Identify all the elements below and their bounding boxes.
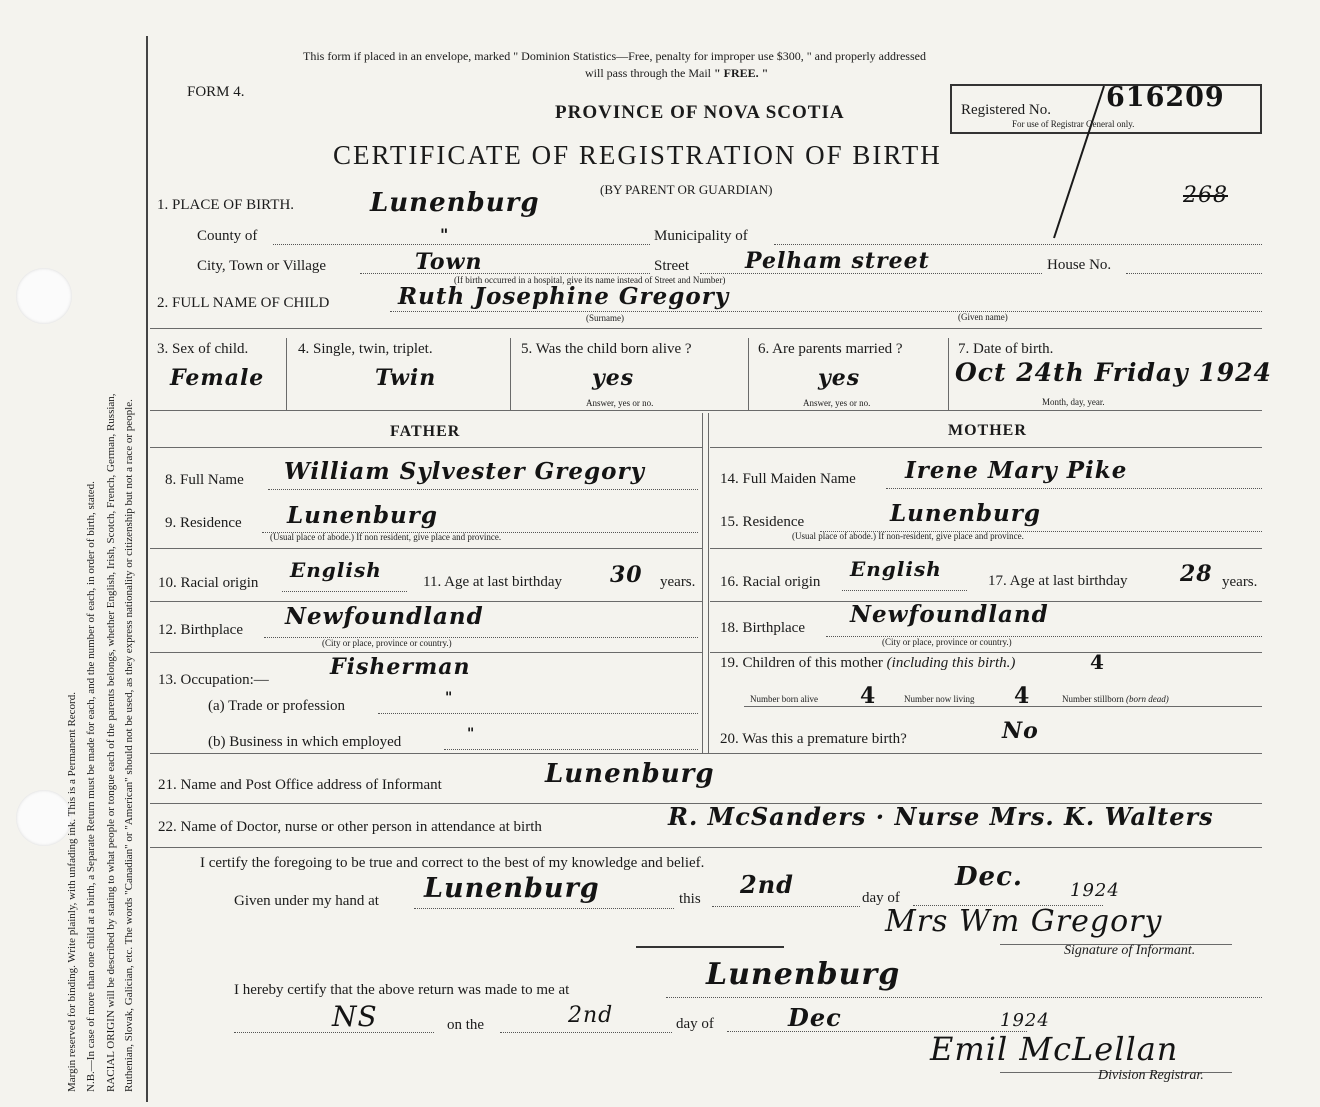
registrar-on-label: on the xyxy=(447,1017,485,1033)
date-of-birth-note: Month, day, year. xyxy=(1042,397,1105,407)
registrar-day-line xyxy=(500,1032,672,1033)
date-of-birth-label: 7. Date of birth. xyxy=(958,341,1054,357)
child-name-line xyxy=(390,311,1262,312)
father-years-label: years. xyxy=(660,574,696,590)
section-rule xyxy=(150,753,1262,754)
signature-line xyxy=(636,946,784,948)
stillborn-note: (born dead) xyxy=(1126,694,1169,704)
given-place-value: Lunenburg xyxy=(424,873,600,904)
registrar-signature: Emil McLellan xyxy=(930,1030,1179,1068)
single-twin-value: Twin xyxy=(375,365,437,391)
single-twin-label: 4. Single, twin, triplet. xyxy=(298,341,433,357)
registrar-prefix: NS xyxy=(332,1000,378,1033)
certify-day-value: 2nd xyxy=(740,870,794,899)
hospital-note: (If birth occurred in a hospital, give its name instead of Street and Number) xyxy=(454,275,726,285)
sex-value: Female xyxy=(170,365,265,391)
now-living-value: 4 xyxy=(1014,683,1031,709)
business-line xyxy=(444,749,698,750)
informant-label: 21. Name and Post Office address of Informant xyxy=(158,777,442,793)
certify-statement: I certify the foregoing to be true and correct to the best of my knowledge and belief. xyxy=(200,855,705,871)
registrar-dayof-label: day of xyxy=(676,1016,714,1032)
mail-notice-2 xyxy=(585,66,768,81)
row-rule xyxy=(150,447,702,448)
mother-age-label: 17. Age at last birthday xyxy=(988,573,1128,589)
stillborn-label xyxy=(1062,694,1169,704)
mother-race-value: English xyxy=(850,557,942,581)
certificate-subtitle: (BY PARENT OR GUARDIAN) xyxy=(600,182,773,197)
mother-birthplace-value: Newfoundland xyxy=(850,601,1049,628)
children-label-text: 19. Children of this mother xyxy=(720,655,883,671)
this-label: this xyxy=(679,891,701,907)
day-line xyxy=(712,906,860,907)
business-label: (b) Business in which employed xyxy=(208,734,402,750)
corner-number: 268 xyxy=(1183,183,1228,208)
street-value: Pelham street xyxy=(745,248,930,274)
trade-line xyxy=(378,713,698,714)
county-value: " xyxy=(440,225,450,244)
answer-note: Answer, yes or no. xyxy=(586,398,654,408)
trade-value: " xyxy=(445,690,454,706)
mother-residence-value: Lunenburg xyxy=(890,500,1041,527)
place-of-birth-value: Lunenburg xyxy=(370,188,540,218)
place-of-birth-label: 1. PLACE OF BIRTH. xyxy=(157,197,295,213)
city-line xyxy=(360,273,650,274)
house-line xyxy=(1126,273,1262,274)
registered-number: 616209 xyxy=(1106,82,1225,113)
father-residence-note: (Usual place of abode.) If non resident, give place and province. xyxy=(270,532,502,542)
trade-label: (a) Trade or profession xyxy=(208,698,346,714)
answer-note: Answer, yes or no. xyxy=(803,398,871,408)
section-rule xyxy=(150,410,1262,411)
mother-age-value: 28 xyxy=(1180,561,1213,587)
doctor-label: 22. Name of Doctor, nurse or other person in attendance at birth xyxy=(158,819,542,835)
margin-note: RACIAL ORIGIN will be described by stating to what people or tongue each of the parents belongs, whether English, Irish, Scotch, French, German, Russian, xyxy=(105,393,117,1092)
row-rule xyxy=(744,706,1262,707)
city-label: City, Town or Village xyxy=(197,258,327,274)
certify-month-value: Dec. xyxy=(955,862,1023,892)
now-living-label: Number now living xyxy=(904,694,975,704)
form-number: FORM 4. xyxy=(187,84,245,100)
registrar-day-value: 2nd xyxy=(568,1003,614,1028)
mother-race-label: 16. Racial origin xyxy=(720,574,821,590)
father-birthplace-label: 12. Birthplace xyxy=(158,622,243,638)
registered-label: Registered No. xyxy=(961,102,1051,118)
father-name-line xyxy=(268,489,698,490)
born-alive-value: yes xyxy=(592,365,635,391)
occupation-label: 13. Occupation:— xyxy=(158,672,269,688)
given-place-line xyxy=(414,908,674,909)
registrar-year-value: 1924 xyxy=(1000,1010,1050,1031)
mother-birthplace-note: (City or place, province or country.) xyxy=(882,637,1012,647)
children-label xyxy=(720,655,1015,672)
section-rule xyxy=(150,328,1262,329)
binding-hole xyxy=(16,268,72,324)
section-rule xyxy=(150,847,1262,848)
children-label-note: (including this birth.) xyxy=(886,655,1016,671)
day-of-label: day of xyxy=(862,890,900,906)
registrar-caption: Division Registrar. xyxy=(1098,1068,1204,1083)
father-residence-label: 9. Residence xyxy=(165,515,242,531)
registrar-statement: I hereby certify that the above return was made to me at xyxy=(234,982,570,998)
margin-note: Margin reserved for binding. Write plainly, with unfading ink. This is a Permanent Record. xyxy=(66,692,78,1092)
row-rule xyxy=(150,652,702,653)
mother-name-value: Irene Mary Pike xyxy=(905,457,1128,484)
father-age-label: 11. Age at last birthday xyxy=(423,574,562,590)
column-divider xyxy=(702,413,703,753)
sex-label: 3. Sex of child. xyxy=(157,341,249,357)
business-value: " xyxy=(467,726,476,742)
mother-race-line xyxy=(842,590,967,591)
father-heading: FATHER xyxy=(390,423,461,440)
father-name-value: William Sylvester Gregory xyxy=(284,458,645,485)
parents-married-label: 6. Are parents married ? xyxy=(758,341,903,357)
date-of-birth-value: Oct 24th Friday 1924 xyxy=(955,358,1272,387)
row-rule xyxy=(710,548,1262,549)
parents-married-value: yes xyxy=(818,365,861,391)
father-race-label: 10. Racial origin xyxy=(158,575,259,591)
certificate-title: CERTIFICATE OF REGISTRATION OF BIRTH xyxy=(333,140,942,170)
doctor-value: R. McSanders · Nurse Mrs. K. Walters xyxy=(668,802,1214,831)
row-rule xyxy=(710,447,1262,448)
municipality-label: Municipality of xyxy=(654,228,748,244)
mother-name-label: 14. Full Maiden Name xyxy=(720,471,856,487)
pen-stroke xyxy=(1040,84,1110,244)
certify-year-value: 1924 xyxy=(1070,880,1120,901)
occupation-value: Fisherman xyxy=(330,654,471,680)
row-rule xyxy=(150,548,702,549)
father-age-value: 30 xyxy=(610,562,643,588)
given-under-label: Given under my hand at xyxy=(234,893,379,909)
stillborn-label-text: Number stillborn xyxy=(1062,694,1124,704)
father-residence-value: Lunenburg xyxy=(287,502,438,529)
child-name-value: Ruth Josephine Gregory xyxy=(398,283,730,310)
children-value: 4 xyxy=(1090,650,1105,674)
registrar-prefix-line xyxy=(234,1032,434,1033)
registered-note: For use of Registrar General only. xyxy=(1012,119,1135,129)
mother-years-label: years. xyxy=(1222,574,1258,590)
father-birthplace-value: Newfoundland xyxy=(285,603,484,630)
free-label: " FREE. " xyxy=(714,66,769,80)
informant-value: Lunenburg xyxy=(545,759,715,789)
born-alive-count-value: 4 xyxy=(860,683,877,709)
father-race-line xyxy=(282,591,407,592)
municipality-line xyxy=(774,244,1262,245)
street-label: Street xyxy=(654,258,689,274)
child-name-label: 2. FULL NAME OF CHILD xyxy=(157,295,330,311)
registrar-month-value: Dec xyxy=(788,1003,842,1032)
column-divider xyxy=(708,413,709,753)
father-birthplace-note: (City or place, province or country.) xyxy=(322,638,452,648)
cell-divider xyxy=(748,338,749,410)
margin-note: N.B.—In case of more than one child at a birth, a Separate Return must be made for each, and the number of each, in order of birth, stated. xyxy=(85,481,97,1092)
born-alive-count-label: Number born alive xyxy=(750,694,818,704)
county-line xyxy=(273,244,650,245)
mother-residence-note: (Usual place of abode.) If non-resident, give place and province. xyxy=(792,531,1024,541)
mother-name-line xyxy=(886,488,1262,489)
mail-notice-text: will pass through the Mail xyxy=(585,66,711,80)
signature-caption: Signature of Informant. xyxy=(1064,943,1196,958)
mail-notice: This form if placed in an envelope, marked " Dominion Statistics—Free, penalty for improper use $300, " and properly addressed xyxy=(303,49,926,63)
premature-label: 20. Was this a premature birth? xyxy=(720,731,907,747)
county-label: County of xyxy=(197,228,258,244)
form-border xyxy=(146,36,148,1102)
mother-birthplace-label: 18. Birthplace xyxy=(720,620,805,636)
mother-residence-label: 15. Residence xyxy=(720,514,805,530)
margin-note: Ruthenian, Slovak, Galician, etc. The words "Canadian" or "American" should not be used, as they express nationality or citizenship but not a race or people. xyxy=(123,399,135,1092)
city-value: Town xyxy=(415,249,483,275)
binding-hole xyxy=(16,790,72,846)
registrar-place-value: Lunenburg xyxy=(706,957,901,992)
father-race-value: English xyxy=(290,558,382,582)
province-heading: PROVINCE OF NOVA SCOTIA xyxy=(555,102,845,123)
cell-divider xyxy=(286,338,287,410)
given-name-note: (Given name) xyxy=(958,312,1008,322)
informant-signature: Mrs Wm Gregory xyxy=(885,904,1163,939)
registrar-place-line xyxy=(666,997,1262,998)
row-rule xyxy=(710,652,1262,653)
mother-heading: MOTHER xyxy=(948,422,1027,439)
father-name-label: 8. Full Name xyxy=(165,472,244,488)
house-label: House No. xyxy=(1047,257,1112,273)
cell-divider xyxy=(948,338,949,410)
premature-value: No xyxy=(1002,718,1039,744)
row-rule xyxy=(150,601,702,602)
cell-divider xyxy=(510,338,511,410)
surname-note: (Surname) xyxy=(586,313,624,323)
born-alive-label: 5. Was the child born alive ? xyxy=(521,341,692,357)
